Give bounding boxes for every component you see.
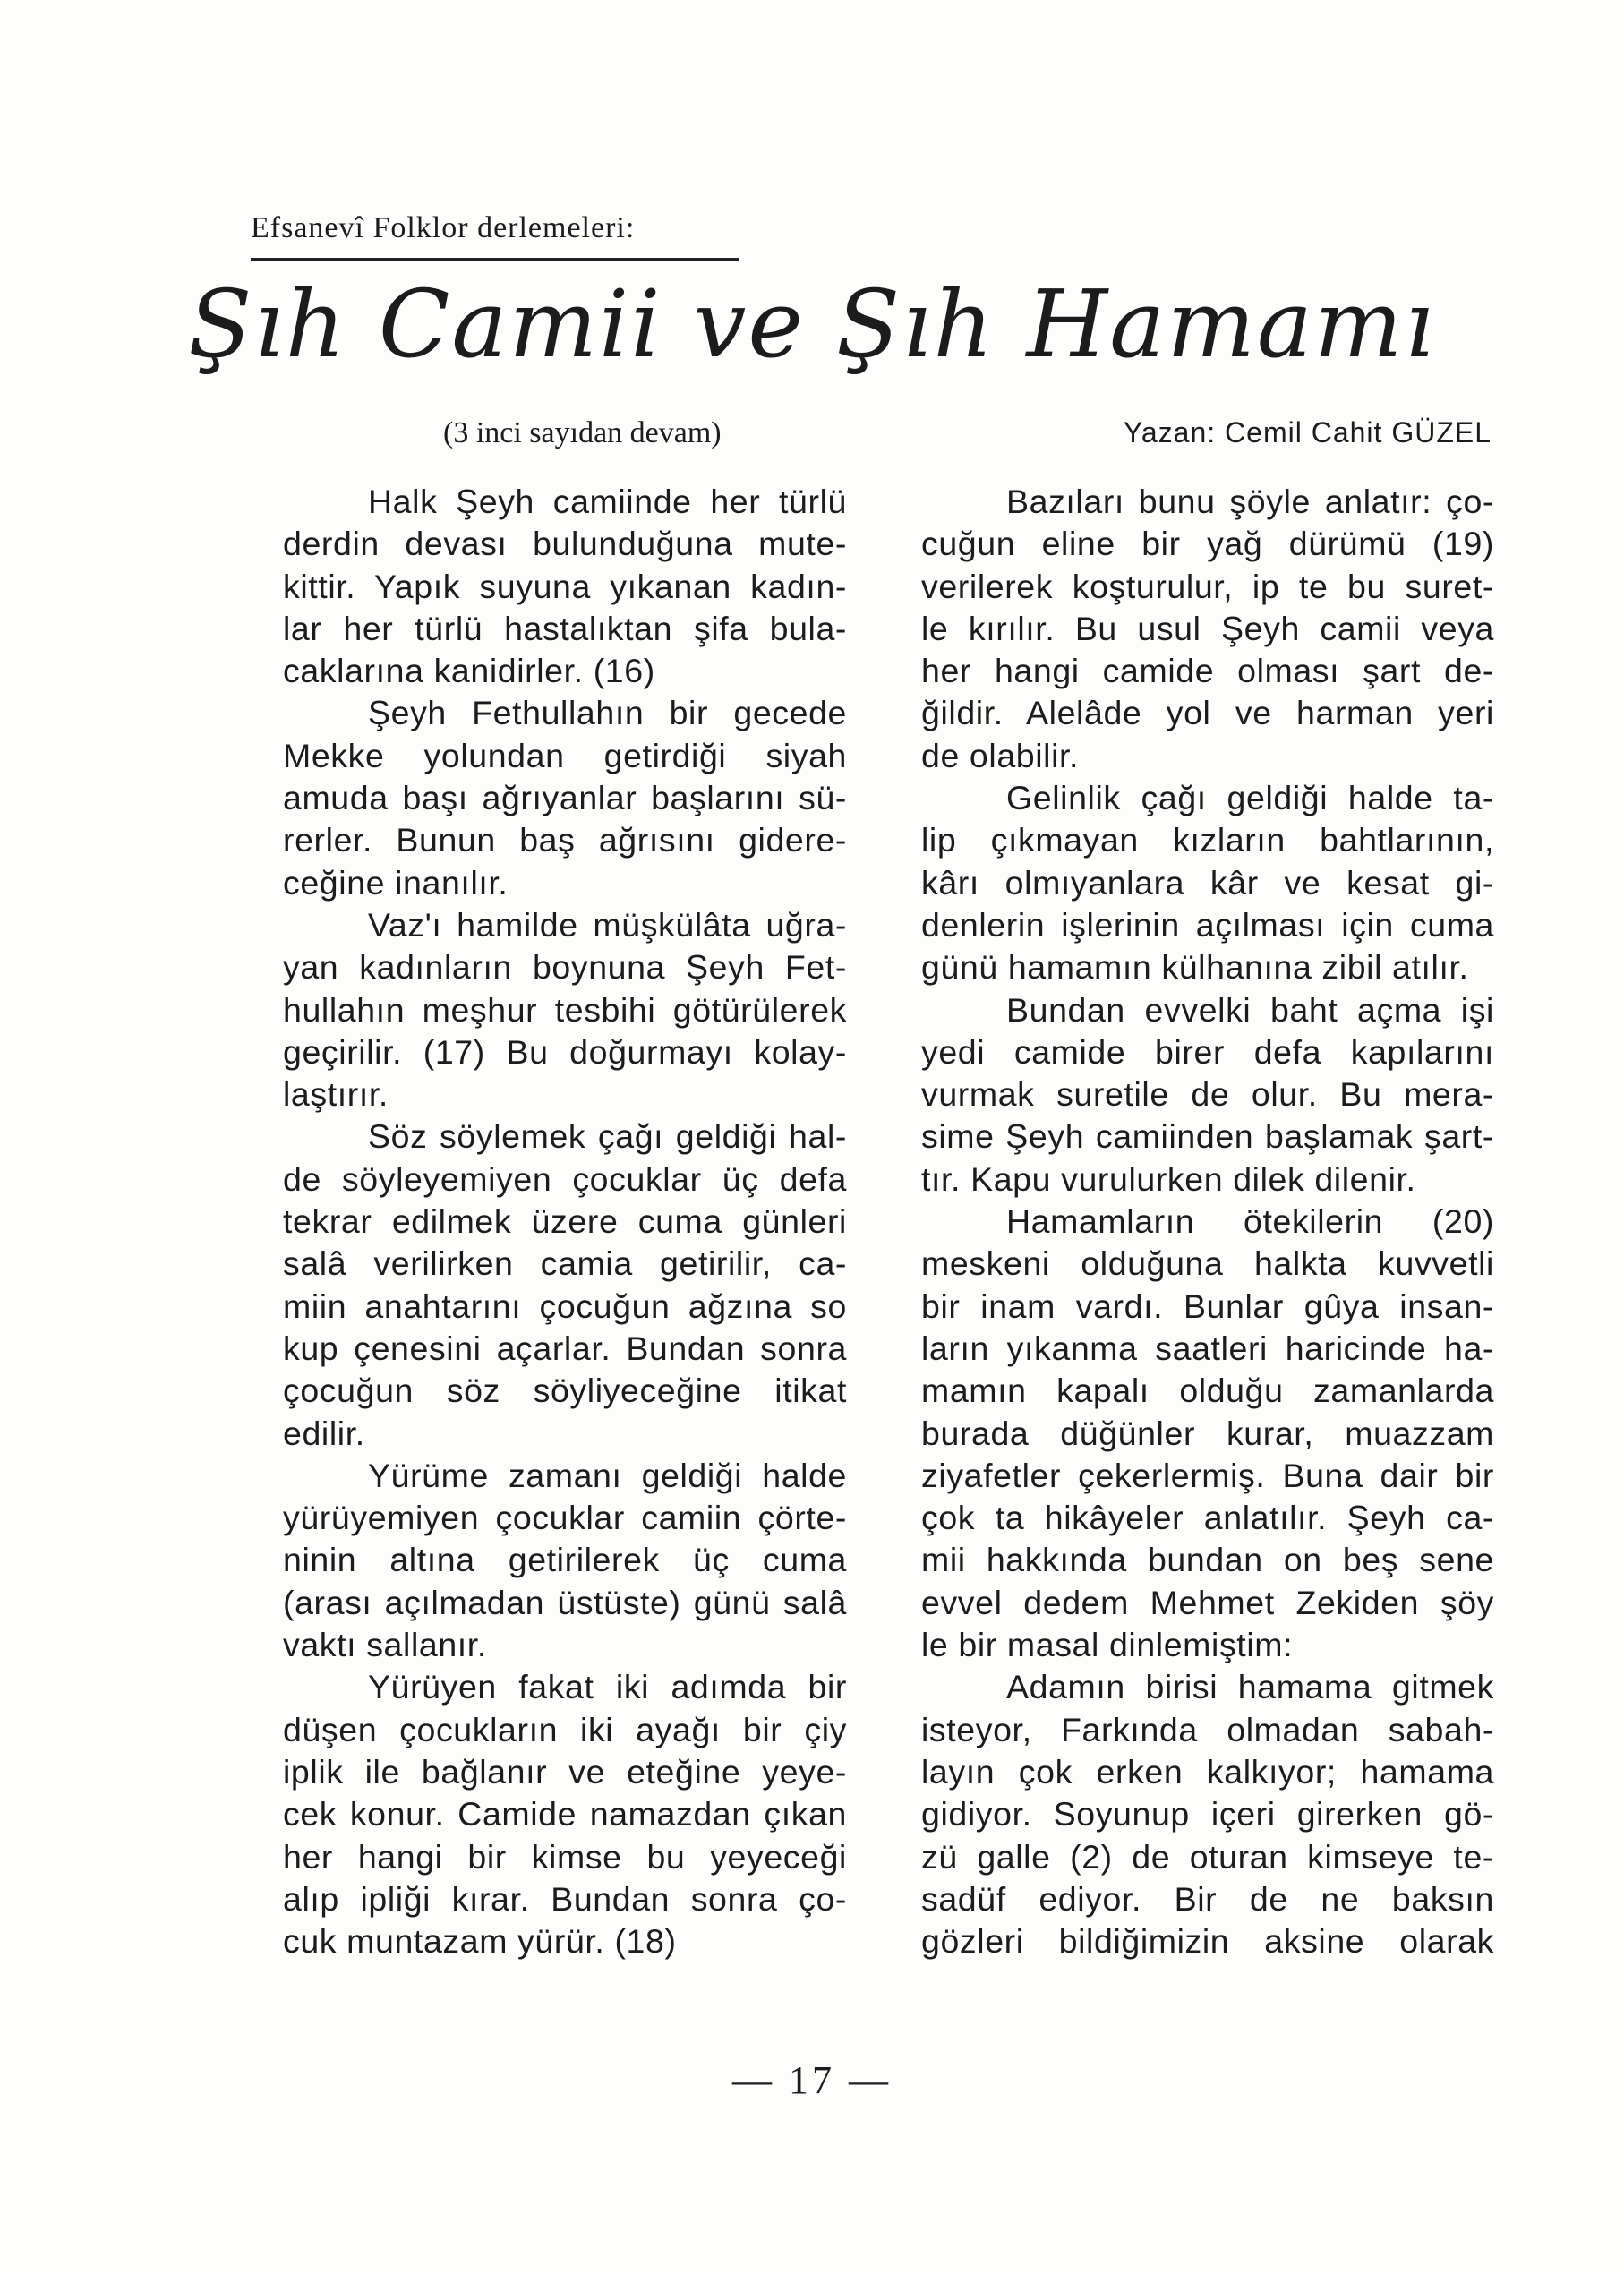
text-line: edilir. xyxy=(283,1414,365,1452)
text-line: çocuğun söz söyliyeceğine itikat xyxy=(283,1372,847,1410)
text-line: zü galle (2) de oturan kimseye te- xyxy=(921,1837,1494,1876)
text-line: cuk muntazam yürür. (18) xyxy=(283,1922,677,1961)
text-line: burada düğünler kurar, muazzam xyxy=(921,1414,1494,1452)
text-line: mii hakkında bundan on beş sene xyxy=(921,1541,1494,1579)
text-line: isteyor, Farkında olmadan sabah- xyxy=(921,1710,1494,1748)
text-line: çok ta hikâyeler anlatılır. Şeyh ca- xyxy=(921,1499,1494,1537)
text-line: kârı olmıyanlara kâr ve kesat gi- xyxy=(921,863,1494,902)
text-line: alıp ipliği kırar. Bundan sonra ço- xyxy=(283,1879,847,1918)
text-line: lar her türlü hastalıktan şifa bula- xyxy=(283,609,847,647)
text-line: Gelinlik çağı geldiği halde ta- xyxy=(1006,779,1494,817)
text-line: cek konur. Camide namazdan çıkan xyxy=(283,1795,847,1834)
text-line: miin anahtarını çocuğun ağzına so xyxy=(283,1287,847,1325)
text-line: sime Şeyh camiinden başlamak şart- xyxy=(921,1117,1494,1156)
text-line: lip çıkmayan kızların bahtlarının, xyxy=(921,821,1494,859)
text-line: de söyleyemiyen çocuklar üç defa xyxy=(283,1159,847,1198)
text-line: ziyafetler çekerlermiş. Buna dair bir xyxy=(921,1456,1494,1494)
text-line: Hamamların ötekilerin (20) xyxy=(1006,1202,1494,1241)
text-line: Vaz'ı hamilde müşkülâta uğra- xyxy=(368,905,847,944)
text-line: günü hamamın külhanına zibil atılır. xyxy=(921,948,1469,987)
text-line: iplik ile bağlanır ve eteğine yeye- xyxy=(283,1752,847,1791)
text-line: her hangi camide olması şart de- xyxy=(921,652,1494,690)
text-line: kup çenesini açarlar. Bundan sonra xyxy=(283,1329,847,1367)
text-line: geçirilir. (17) Bu doğurmayı kolay- xyxy=(283,1032,847,1071)
text-line: de olabilir. xyxy=(921,736,1080,774)
text-line: düşen çocukların iki ayağı bir çiy xyxy=(283,1710,847,1748)
text-line: rerler. Bunun baş ağrısını gidere- xyxy=(283,821,847,859)
text-line: Bazıları bunu şöyle anlatır: ço- xyxy=(1006,483,1494,520)
text-line: ceğine inanılır. xyxy=(283,863,509,902)
text-line: salâ verilirken camia getirilir, ca- xyxy=(283,1244,847,1283)
text-line: Yürüyen fakat iki adımda bir xyxy=(368,1668,847,1706)
text-line: derdin devası bulunduğuna mute- xyxy=(283,525,847,563)
text-line: mamın kapalı olduğu zamanlarda xyxy=(921,1372,1494,1410)
author-byline: Yazan: Cemil Cahit GÜZEL xyxy=(1123,416,1492,449)
text-line: cuğun eline bir yağ dürümü (19) xyxy=(921,525,1494,563)
text-line: tekrar edilmek üzere cuma günleri xyxy=(283,1202,847,1241)
text-line: Şeyh Fethullahın bir gecede xyxy=(368,694,847,732)
right-text-column xyxy=(921,481,1494,1962)
text-line: sadüf ediyor. Bir de ne baksın xyxy=(921,1879,1494,1918)
text-line: Söz söylemek çağı geldiği hal- xyxy=(368,1117,847,1156)
text-line: amuda başı ağrıyanlar başlarını sü- xyxy=(283,779,847,817)
text-line: vurmak suretile de olur. Bu mera- xyxy=(921,1075,1494,1114)
text-line: ninin altına getirilerek üç cuma xyxy=(283,1541,847,1579)
text-line: Mekke yolundan getirdiği siyah xyxy=(283,736,847,774)
text-line: ların yıkanma saatleri haricinde ha- xyxy=(921,1329,1494,1367)
text-line: Halk Şeyh camiinde her türlü xyxy=(368,483,847,520)
text-line: yedi camide birer defa kapılarını xyxy=(921,1032,1494,1071)
text-line: vaktı sallanır. xyxy=(283,1626,487,1664)
text-line: ğildir. Alelâde yol ve harman yeri xyxy=(921,694,1494,732)
text-line: yan kadınların boynuna Şeyh Fet- xyxy=(283,948,847,987)
text-line: tır. Kapu vurulurken dilek dilenir. xyxy=(921,1159,1416,1198)
text-line: le kırılır. Bu usul Şeyh camii veya xyxy=(921,609,1494,647)
text-line: bir inam vardı. Bunlar gûya insan- xyxy=(921,1287,1494,1325)
series-title: Efsanevî Folklor derlemeleri: xyxy=(251,211,636,244)
text-line: verilerek koşturulur, ip te bu suret- xyxy=(921,567,1494,605)
text-line: Yürüme zamanı geldiği halde xyxy=(368,1456,847,1494)
text-line: caklarına kanidirler. (16) xyxy=(283,652,655,690)
text-line: le bir masal dinlemiştim: xyxy=(921,1626,1294,1664)
text-line: meskeni olduğuna halkta kuvvetli xyxy=(921,1244,1494,1283)
page-number: — 17 — xyxy=(732,2058,892,2102)
text-line: denlerin işlerinin açılması için cuma xyxy=(921,905,1494,944)
text-line: hullahın meşhur tesbihi götürülerek xyxy=(283,990,847,1029)
continuation-note: (3 inci sayıdan devam) xyxy=(443,416,722,449)
text-line: layın çok erken kalkıyor; hamama xyxy=(921,1752,1494,1791)
text-line: (arası açılmadan üstüste) günü salâ xyxy=(283,1583,847,1621)
text-line: laştırır. xyxy=(283,1075,389,1114)
text-line: yürüyemiyen çocuklar camiin çörte- xyxy=(283,1499,847,1537)
left-text-column xyxy=(283,481,847,1962)
article-title: Şıh Camii ve Şıh Hamamı xyxy=(188,269,1436,379)
text-line: evvel dedem Mehmet Zekiden şöy xyxy=(921,1583,1494,1621)
text-line: Bundan evvelki baht açma işi xyxy=(1006,990,1494,1029)
text-line: gidiyor. Soyunup içeri girerken gö- xyxy=(921,1795,1494,1834)
text-line: kittir. Yapık suyuna yıkanan kadın- xyxy=(283,567,847,605)
series-title-underline xyxy=(251,258,739,261)
text-line: her hangi bir kimse bu yeyeceği xyxy=(283,1837,847,1876)
text-line: gözleri bildiğimizin aksine olarak xyxy=(921,1922,1494,1961)
text-line: Adamın birisi hamama gitmek xyxy=(1006,1668,1494,1706)
